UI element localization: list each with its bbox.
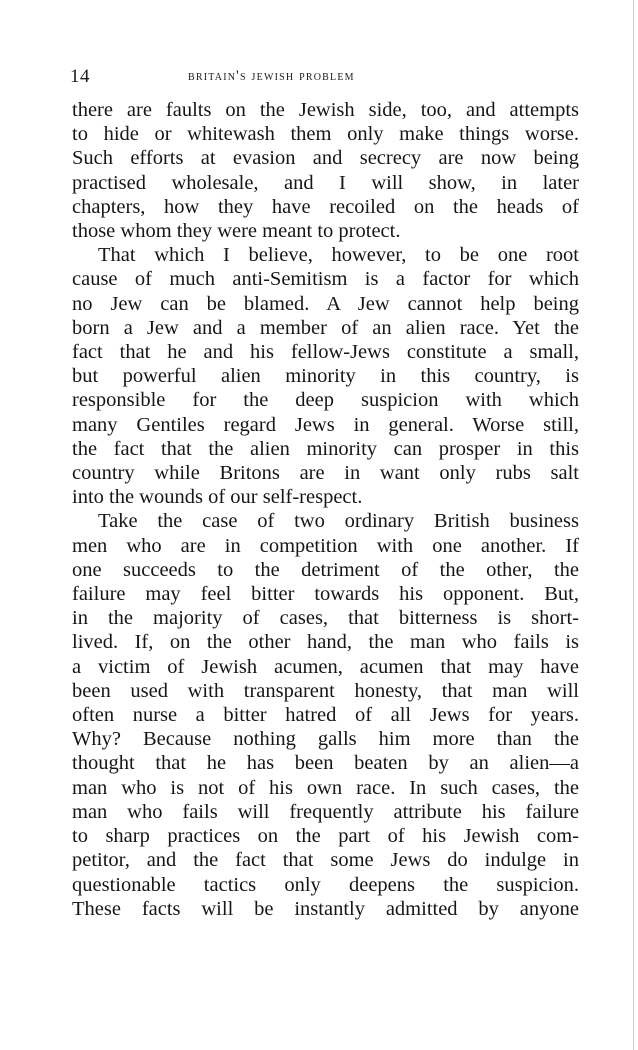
paragraph	[72, 509, 579, 920]
text-line: Why? Because nothing galls him more than the	[72, 728, 579, 751]
text-line: responsible for the deep suspicion with which	[72, 389, 579, 412]
text-line: questionable tactics only deepens the suspicion.	[72, 873, 579, 896]
text-line: a victim of Jewish acumen, acumen that may have	[72, 655, 579, 678]
text-line: born a Jew and a member of an alien race. Yet the	[72, 316, 579, 339]
text-line: Take the case of two ordinary British business	[98, 510, 579, 533]
text-line: man who is not of his own race. In such cases, the	[72, 776, 579, 799]
text-line: the fact that the alien minority can prosper in this	[72, 437, 579, 460]
text-line: man who fails will frequently attribute his failure	[72, 800, 579, 823]
text-line: failure may feel bitter towards his opponent. But,	[72, 583, 579, 606]
text-line: These facts will be instantly admitted by anyone	[72, 897, 579, 920]
text-line: there are faults on the Jewish side, too, and attempts	[72, 99, 579, 121]
text-line: in the majority of cases, that bitterness is short-	[72, 607, 579, 630]
text-line: men who are in competition with one another. If	[72, 534, 579, 557]
paragraph	[72, 243, 579, 509]
text-line: no Jew can be blamed. A Jew cannot help being	[72, 292, 579, 315]
text-line: practised wholesale, and I will show, in later	[72, 171, 579, 194]
page-edge-divider	[633, 0, 634, 1050]
text-line: one succeeds to the detriment of the other, the	[72, 558, 579, 581]
text-line: Such efforts at evasion and secrecy are now being	[72, 147, 579, 170]
body-text	[72, 98, 579, 921]
text-line: cause of much anti-Semitism is a factor for which	[72, 268, 579, 291]
running-title: britain's jewish problem	[188, 68, 355, 84]
text-line: those whom they were meant to protect.	[72, 220, 401, 243]
text-line: thought that he has been beaten by an alien—a	[72, 752, 579, 775]
page-number: 14	[70, 66, 90, 87]
text-line: That which I believe, however, to be one root	[98, 244, 579, 267]
text-line: lived. If, on the other hand, the man who fails is	[72, 631, 579, 654]
text-line: often nurse a bitter hatred of all Jews for years.	[72, 704, 579, 727]
text-line: been used with transparent honesty, that man will	[72, 679, 579, 702]
text-line: country while Britons are in want only rubs salt	[72, 462, 579, 485]
text-line: fact that he and his fellow-Jews constitute a small,	[72, 341, 579, 364]
text-line: many Gentiles regard Jews in general. Worse still,	[72, 413, 579, 436]
text-line: petitor, and the fact that some Jews do indulge in	[72, 849, 579, 872]
text-line: but powerful alien minority in this country, is	[72, 365, 579, 388]
text-line: to sharp practices on the part of his Jewish com-	[72, 825, 579, 848]
text-line: to hide or whitewash them only make things worse.	[72, 123, 579, 146]
text-line: into the wounds of our self-respect.	[72, 486, 363, 509]
paragraph	[72, 98, 579, 243]
text-line: chapters, how they have recoiled on the heads of	[72, 195, 579, 218]
running-head	[70, 66, 580, 90]
